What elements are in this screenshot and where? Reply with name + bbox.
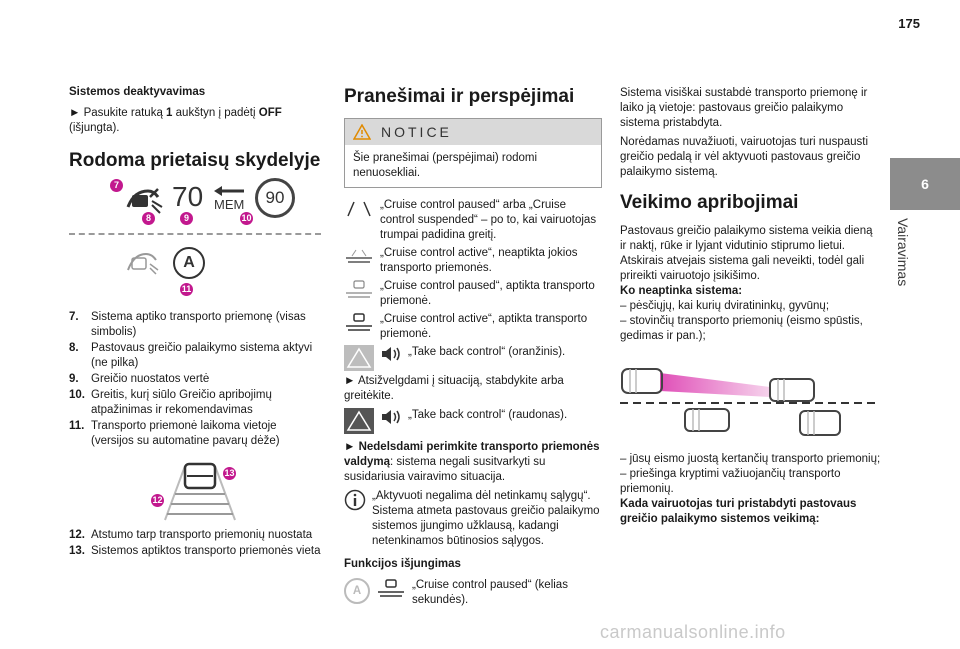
message-row: „Cruise control paused“, aptikta transporto priemonė. [344,279,602,309]
distance-scene-figure [145,458,255,522]
callout-9: 9 [180,212,193,225]
road-vehicle-grey-icon [344,279,374,299]
limitations-heading: Veikimo apribojimai [620,192,799,213]
road-vehicle-icon [344,312,374,332]
deactivation-text: ► Pasukite ratuką 1 aukštyn į padėtį OFF (išjungta). [69,107,282,134]
message-row: „Cruise control active“, aptikta transporto priemonė. [344,312,602,342]
overtaking-scene-icon [620,365,875,443]
info-icon [344,489,366,511]
callout-13: 13 [224,468,235,478]
middle-column [344,86,602,611]
callout-11: 11 [181,284,192,294]
list-item: 11. Transporto priemonė laikoma vietoje (versijos su automatine pavarų dėže) [69,420,280,447]
list-item: 7. Sistema aptiko transporto priemonę (visas simbolis) [69,311,306,338]
distance-scene-icon [145,458,255,522]
right-para-1: Sistema visiškai sustabdė transporto priemonę ir laiko ją vietoje: pastovaus greičio palaikymo sistema pristabdyta. [620,87,868,129]
right-para-3: Pastovaus greičio palaikymo sistema veikia dieną ir naktį, rūke ir lyjant vidutinio stiprumo lietui. [620,225,873,252]
left-list-a [69,310,321,450]
speaker-icon [380,345,402,363]
speed-limit-sign [255,178,295,218]
mem-label: MEM [214,197,245,212]
notice-header [345,119,601,145]
message-row: A „Cruise control paused“ (kelias sekundės). [344,578,602,608]
notice-text: Šie pranešimai (perspėjimai) rodomi nenuosekliai. [353,152,538,179]
left-list-b [69,528,321,560]
list-item: 9. Greičio nuostatos vertė [69,373,210,385]
cruise-inactive-icon [124,248,160,276]
speed-limit-value: 90 [265,188,285,207]
action-text: ► Atsižvelgdami į situaciją, stabdykite arba greitėkite. [344,375,564,402]
list-item: 12. Atstumo tarp transporto priemonių nuostata [69,529,313,541]
message-row: „Take back control“ (raudonas). [344,408,602,434]
legend-list-b [69,528,321,559]
auto-hold-grey-icon: A [344,578,370,604]
road-vehicle-icon [376,578,406,598]
right-column [620,86,882,344]
display-figure [69,175,321,305]
callout-7: 7 [110,179,123,192]
cruise-radar-icon [124,185,164,215]
chapter-tab[interactable]: 6 [890,158,960,210]
display-heading: Rodoma prietaisų skydelyje [69,150,321,171]
set-speed: 70 [172,181,204,212]
notice-box [344,118,602,188]
action-text-urgent: ► Nedelsdami perimkite transporto priemonės valdymą: sistema negali susitvarkyti su susidariusia vairavimo situacija. [344,441,600,483]
list-item: 8. Pastovaus greičio palaikymo sistema aktyvi (ne pilka) [69,342,313,369]
callout-12: 12 [152,495,163,505]
bullet: – stovinčių transporto priemonių (eismo spūstis, gedimas ir pan.); [620,315,863,342]
message-row: „Cruise control active“, neaptikta jokios transporto priemonės. [344,246,602,276]
legend-list-a [69,310,321,449]
bullet: – priešinga kryptimi važiuojančių transporto priemonių. [620,468,841,495]
bullet: – pėsčiųjų, kai kurių dviratininkų, gyvūnų; [620,300,830,312]
speaker-icon [380,408,402,426]
road-lines-icon [344,198,374,218]
overtaking-scene-figure [620,365,875,443]
list-item: 13. Sistemos aptiktos transporto priemonės vieta [69,545,321,557]
message-row: „Take back control“ (oranžinis). [344,345,602,371]
right-column-bottom [620,452,882,527]
chapter-tab-label: Vairavimas [895,218,911,287]
notice-title: NOTICE [381,123,452,140]
functions-heading: Funkcijos išjungimas [344,558,461,570]
road-empty-icon [344,246,374,266]
closing-text: Kada vairuotojas turi pristabdyti pastovaus greičio palaikymo sistemos veikimą: [620,498,857,525]
mem-arrow-icon [214,185,244,197]
take-control-red-icon [344,408,374,434]
deactivation-heading: Sistemos deaktyvavimas [69,86,206,98]
chapter-tab-label-wrap [893,218,915,308]
callout-10: 10 [241,213,252,223]
page-number: 175 [898,16,920,31]
bullet: – jūsų eismo juostą kertančių transporto priemonių; [620,453,881,465]
left-column [69,85,321,182]
auto-hold-icon: A [173,247,205,279]
list-item: 10. Greitis, kurį siūlo Greičio apribojimų atpažinimas ir rekomendavimas [69,389,272,416]
warning-icon [353,124,371,140]
right-para-4: Atskirais atvejais sistema gali neveikti, todėl gali prireikti vairuotojo įsikišimo. [620,255,865,282]
right-para-2: Norėdamas nuvažiuoti, vairuotojas turi nuspausti greičio pedalą ir vėl aktyvuoti pastovaus greičio palaikymo sistemą. [620,136,869,178]
callout-8: 8 [142,212,155,225]
messages-heading: Pranešimai ir perspėjimai [344,86,575,107]
take-control-orange-icon [344,345,374,371]
divider-dashed [69,233,321,235]
message-row: „Cruise control paused“ arba „Cruise control suspended“ – po to, kai vairuotojas trumpai padidina greitį. [344,198,602,243]
info-row: „Aktyvuoti negalima dėl netinkamų sąlygų“. Sistema atmeta pastovaus greičio palaikymo sistemos įjungimo užklausą, kadangi netenkinamos būtinosios sąlygos. [344,489,602,549]
not-detect-heading: Ko neaptinka sistema: [620,285,743,297]
watermark: carmanualsonline.info [600,622,786,642]
